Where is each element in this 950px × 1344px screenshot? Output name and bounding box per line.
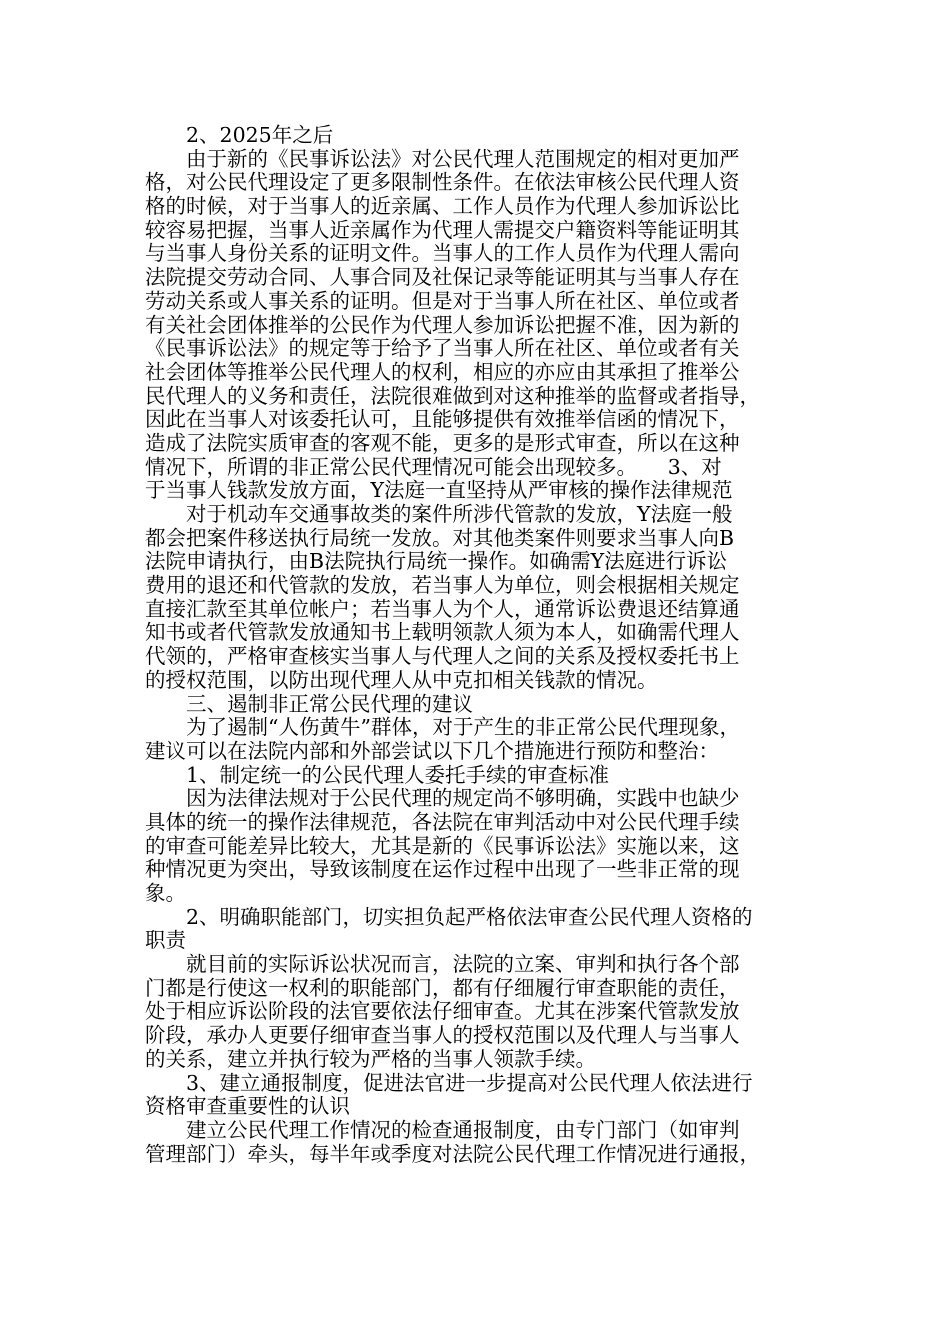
text-line: 2、明确职能部门，切实担负起严格依法审查公民代理人资格的: [145, 904, 753, 929]
text-line: 格的时候，对于当事人的近亲属、工作人员作为代理人参加诉讼比: [145, 194, 740, 219]
text-line: 管理部门）牵头，每半年或季度对法院公民代理工作情况进行通报，: [145, 1141, 760, 1166]
text-line: 就目前的实际诉讼状况而言，法院的立案、审判和执行各个部: [145, 952, 740, 977]
text-line: 有关社会团体推举的公民作为代理人参加诉讼把握不准，因为新的: [145, 312, 740, 337]
text-line: 种情况更为突出，导致该制度在运作过程中出现了一些非正常的现: [145, 857, 740, 882]
text-line: 建立公民代理工作情况的检查通报制度，由专门部门（如审判: [145, 1117, 740, 1142]
text-line: 格，对公民代理设定了更多限制性条件。在依法审核公民代理人资: [145, 170, 740, 195]
text-line: 1、制定统一的公民代理人委托手续的审查标准: [145, 762, 610, 787]
text-line: 处于相应诉讼阶段的法官要依法仔细审查。尤其在涉案代管款发放: [145, 999, 740, 1024]
text-line: 情况下，所谓的非正常公民代理情况可能会出现较多。 3、对: [145, 454, 722, 479]
text-line: 阶段，承办人更要仔细审查当事人的授权范围以及代理人与当事人: [145, 1023, 740, 1048]
text-line: 具体的统一的操作法律规范，各法院在审判活动中对公民代理手续: [145, 809, 740, 834]
text-line: 因此在当事人对该委托认可，且能够提供有效推举信函的情况下，: [145, 407, 740, 432]
text-line: 都会把案件移送执行局统一发放。对其他类案件则要求当事人向B: [145, 525, 735, 550]
text-line: 知书或者代管款发放通知书上载明领款人须为本人，如确需代理人: [145, 620, 740, 645]
text-line: 2、2025年之后: [145, 123, 334, 147]
text-line: 的关系，建立并执行较为严格的当事人领款手续。: [145, 1046, 596, 1071]
text-line: 三、遏制非正常公民代理的建议: [145, 691, 473, 716]
text-line: 门都是行使这一权利的职能部门，都有仔细履行审查职能的责任，: [145, 975, 740, 1000]
text-line: 的授权范围，以防出现代理人从中克扣相关钱款的情况。: [145, 667, 658, 692]
text-line: 的审查可能差异比较大，尤其是新的《民事诉讼法》实施以来，这: [145, 833, 740, 858]
text-line: 为了遏制“人伤黄牛”群体，对于产生的非正常公民代理现象，: [145, 715, 740, 740]
text-line: 对于机动车交通事故类的案件所涉代管款的发放，Y法庭一般: [145, 502, 733, 526]
text-line: 社会团体等推举公民代理人的权利，相应的亦应由其承担了推举公: [145, 359, 740, 384]
text-line: 费用的退还和代管款的发放，若当事人为单位，则会根据相关规定: [145, 573, 740, 598]
text-line: 较容易把握，当事人近亲属作为代理人需提交户籍资料等能证明其: [145, 217, 740, 242]
text-line: 3、建立通报制度，促进法官进一步提高对公民代理人依法进行: [145, 1070, 753, 1095]
text-line: 法院申请执行，由B法院执行局统一操作。如确需Y法庭进行诉讼: [145, 549, 728, 574]
document-body: [145, 124, 810, 1166]
text-line: 民代理人的义务和责任，法院很难做到对这种推举的监督或者指导，: [145, 383, 760, 408]
text-line: 因为法律法规对于公民代理的规定尚不够明确，实践中也缺少: [145, 786, 740, 811]
text-line: 于当事人钱款发放方面，Y法庭一直坚持从严审核的操作法律规范: [145, 478, 733, 503]
text-line: 代领的，严格审查核实当事人与代理人之间的关系及授权委托书上: [145, 644, 740, 669]
text-line: 职责: [145, 928, 186, 953]
text-line: 《民事诉讼法》的规定等于给予了当事人所在社区、单位或者有关: [145, 336, 740, 361]
text-line: 由于新的《民事诉讼法》对公民代理人范围规定的相对更加严: [145, 146, 740, 171]
text-line: 建议可以在法院内部和外部尝试以下几个措施进行预防和整治：: [145, 738, 719, 763]
text-line: 造成了法院实质审查的客观不能，更多的是形式审查，所以在这种: [145, 430, 740, 455]
text-line: 象。: [145, 881, 186, 905]
text-line: 与当事人身份关系的证明文件。当事人的工作人员作为代理人需向: [145, 241, 740, 266]
text-line: 直接汇款至其单位帐户；若当事人为个人，通常诉讼费退还结算通: [145, 596, 740, 621]
text-line: 资格审查重要性的认识: [145, 1094, 350, 1119]
text-line: 劳动关系或人事关系的证明。但是对于当事人所在社区、单位或者: [145, 288, 740, 313]
text-line: 法院提交劳动合同、人事合同及社保记录等能证明其与当事人存在: [145, 265, 740, 290]
